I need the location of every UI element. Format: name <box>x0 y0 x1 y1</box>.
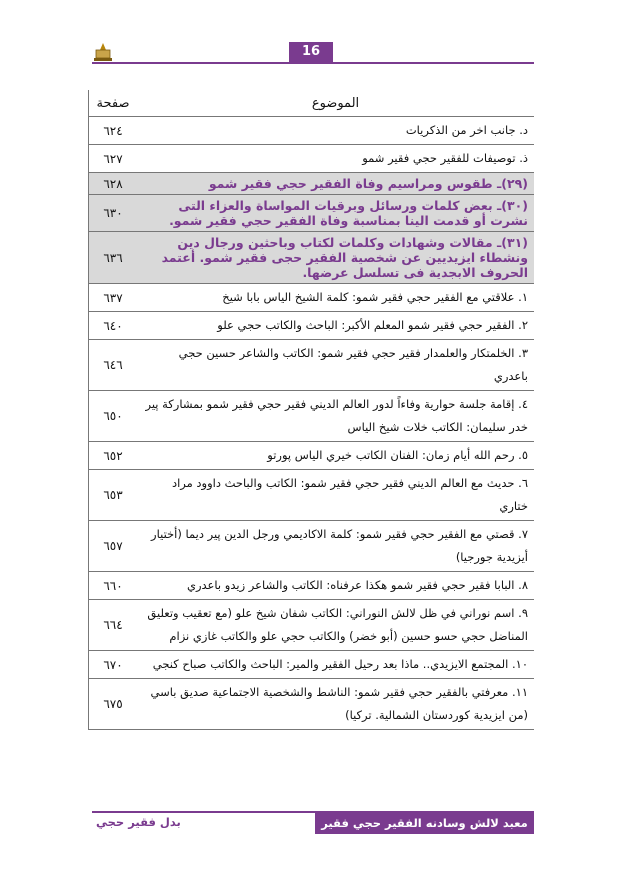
toc-entry-page: ٦٤٠ <box>89 312 138 340</box>
column-header-subject: الموضوع <box>137 90 534 117</box>
toc-entry-text: ٤. إقامة جلسة حوارية وفاءاً لدور العالم الديني فقير حجي فقير شمو بمشاركة پير خدر سليمان: الكاتب خلات شيخ الياس <box>137 391 534 442</box>
toc-row <box>89 145 535 173</box>
toc-row <box>89 442 535 470</box>
toc-section-row <box>89 195 535 232</box>
toc-entry-text: ٥. رحم الله أيام زمان: الفنان الكاتب خيري الياس پورتو <box>137 442 534 470</box>
toc-section-title: (٣١)ـ مقالات وشهادات وكلمات لكتاب وباحثين ورجال دين ونشطاء ايزيديين عن شخصية الفقير حجى فقير شمو. أعتمد الحروف الابجدية فى تسلسل عرضها. <box>137 232 534 284</box>
toc-entry-page: ٦٢٤ <box>89 117 138 145</box>
toc-row <box>89 340 535 391</box>
header-rule <box>92 62 534 64</box>
toc-entry-page: ٦٥٣ <box>89 470 138 521</box>
toc-row <box>89 651 535 679</box>
toc-entry-page: ٦٥٧ <box>89 521 138 572</box>
toc-entry-text: ١١. معرفتي بالفقير حجي فقير شمو: الناشط والشخصية الاجتماعية صديق باسي (من ايزيدية كوردستان الشمالية. تركيا) <box>137 679 534 730</box>
toc-row <box>89 312 535 340</box>
toc-entry-page: ٦٥٢ <box>89 442 138 470</box>
toc-section-title: (٢٩)ـ طقوس ومراسيم وفاة الفقير حجي فقير شمو <box>137 173 534 195</box>
toc-entry-page: ٦٢٨ <box>89 173 138 195</box>
page-number: 16 <box>289 42 333 62</box>
toc-entry-page: ٦٢٧ <box>89 145 138 173</box>
toc-row <box>89 470 535 521</box>
toc-section-row <box>89 232 535 284</box>
toc-entry-text: ١. علاقتي مع الفقير حجي فقير شمو: كلمة الشيخ الياس بابا شيخ <box>137 284 534 312</box>
column-header-page: صفحة <box>89 90 138 117</box>
toc-header-row <box>89 90 535 117</box>
toc-entry-page: ٦٧٠ <box>89 651 138 679</box>
toc-row <box>89 117 535 145</box>
toc-row <box>89 521 535 572</box>
toc-entry-text: ذ. توصيفات للفقير حجي فقير شمو <box>137 145 534 173</box>
footer-book-title: معبد لالش وسادنه الفقير حجي فقير شمو <box>315 812 534 834</box>
toc-entry-text: ٣. الخلمتكار والعلمدار فقير حجي فقير شمو: الكاتب والشاعر حسين حجي باعدري <box>137 340 534 391</box>
toc-entry-text: ٩. اسم نوراني في ظل لالش النوراني: الكاتب شفان شيخ علو (مع تعقيب وتعليق المناضل حجي حسو حسين (أبو خضر) والكاتب حجي علو والكاتب غازي نزام <box>137 600 534 651</box>
toc-entry-page: ٦٦٠ <box>89 572 138 600</box>
toc-section-title: (٣٠)ـ بعض كلمات ورسائل وبرقيات المواساة والعزاء التى نشرت أو قدمت الينا بمناسبة وفاة الفقير حجي فقير شمو. <box>137 195 534 232</box>
toc-entry-page: ٦٣٠ <box>89 195 138 232</box>
toc-row <box>89 284 535 312</box>
toc-entry-text: ١٠. المجتمع الايزيدي.. ماذا بعد رحيل الفقير والمير: الباحث والكاتب صباح كنجي <box>137 651 534 679</box>
temple-emblem-icon <box>92 42 114 62</box>
toc-entry-page: ٦٧٥ <box>89 679 138 730</box>
toc-entry-text: ٦. حديث مع العالم الديني فقير حجي فقير شمو: الكاتب والباحث داوود مراد ختاري <box>137 470 534 521</box>
toc-body <box>89 117 535 730</box>
toc-entry-page: ٦٣٧ <box>89 284 138 312</box>
toc-entry-text: ٨. البابا فقير حجي فقير شمو هكذا عرفناه: الكاتب والشاعر زيدو باعدري <box>137 572 534 600</box>
toc-section-row <box>89 173 535 195</box>
footer-author: بدل فقير حجي <box>96 815 181 829</box>
toc-table <box>88 90 534 730</box>
toc-row <box>89 679 535 730</box>
toc-entry-page: ٦٥٠ <box>89 391 138 442</box>
toc-entry-page: ٦٤٦ <box>89 340 138 391</box>
toc-row <box>89 600 535 651</box>
toc-row <box>89 391 535 442</box>
toc-entry-page: ٦٣٦ <box>89 232 138 284</box>
toc-entry-page: ٦٦٤ <box>89 600 138 651</box>
toc-row <box>89 572 535 600</box>
toc-entry-text: ٢. الفقير حجي فقير شمو المعلم الأكبر: الباحث والكاتب حجي علو <box>137 312 534 340</box>
toc-entry-text: ٧. قصتي مع الفقير حجي فقير شمو: كلمة الاكاديمي ورجل الدين پير ديما (أختيار أيزيدية جورجيا) <box>137 521 534 572</box>
toc-entry-text: د. جانب اخر من الذكريات <box>137 117 534 145</box>
